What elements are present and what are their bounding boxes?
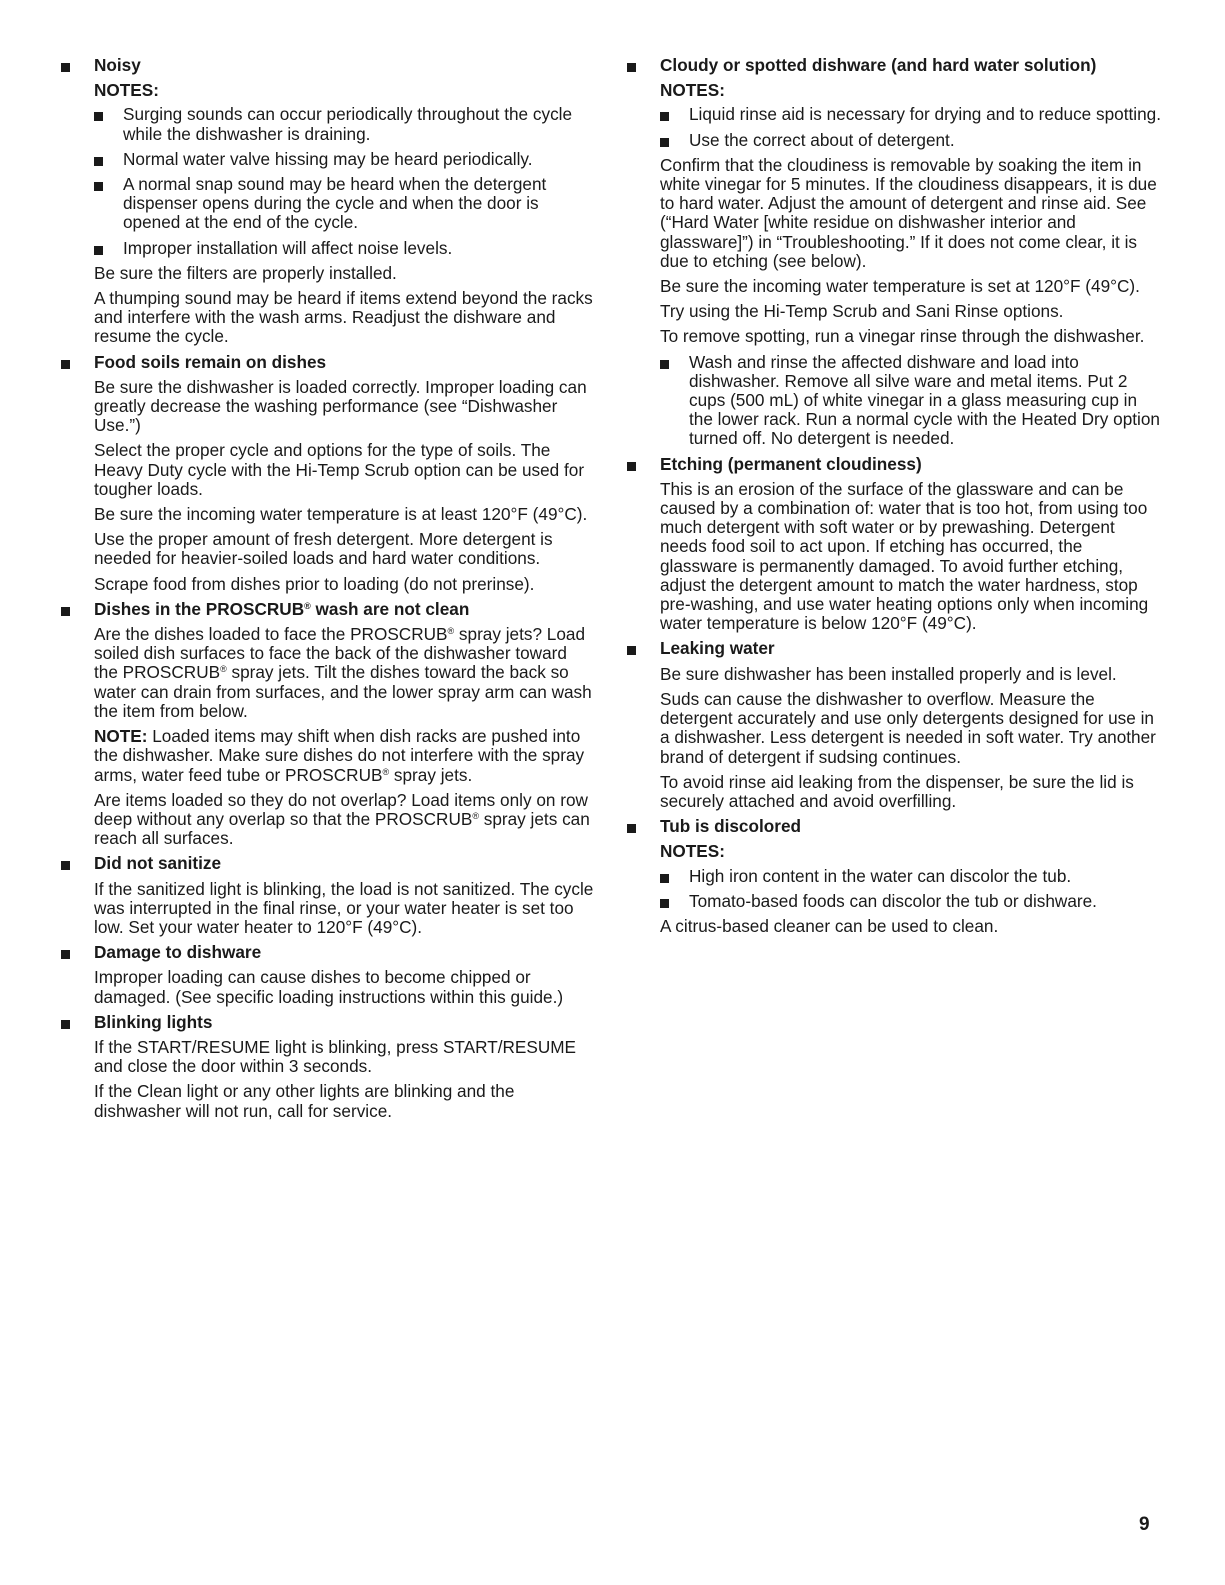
note-item: Improper installation will affect noise levels. [94, 239, 594, 258]
section-heading: Etching (permanent cloudiness) [624, 455, 1162, 474]
section-heading: Dishes in the PROSCRUB® wash are not clean [58, 600, 594, 619]
body-paragraph: If the sanitized light is blinking, the load is not sanitized. The cycle was interrupted in the final rinse, or your water heater is set too low. Set your water heater to 120°F (49°C). [94, 878, 594, 937]
bullet-square-icon [94, 157, 103, 166]
section-heading: Tub is discolored [624, 817, 1162, 836]
body-paragraph: Be sure the incoming water temperature is at least 120°F (49°C). [94, 504, 588, 525]
section-etching [624, 455, 1162, 634]
body-paragraph: Try using the Hi-Temp Scrub and Sani Rinse options. [660, 301, 1064, 322]
section-noisy [58, 56, 594, 347]
body-paragraph: A citrus-based cleaner can be used to clean. [660, 915, 999, 936]
body-paragraph: If the Clean light or any other lights are blinking and the dishwasher will not run, call for service. [94, 1081, 515, 1121]
body-paragraph: Be sure the filters are properly installed. [94, 262, 397, 283]
bullet-square-icon [627, 63, 636, 72]
body-paragraph: Be sure the incoming water temperature is set at 120°F (49°C). [660, 276, 1140, 297]
note-item: Liquid rinse aid is necessary for drying and to reduce spotting. [660, 105, 1162, 124]
body-paragraph: Suds can cause the dishwasher to overflow. Measure the detergent accurately and use only detergents designed for use in a dishwasher. Less detergent is needed in soft water. Try another brand of detergent if sudsing continues. [660, 688, 1156, 767]
note-item: A normal snap sound may be heard when the detergent dispenser opens during the cycle and when the door is opened at the end of the cycle. [94, 175, 594, 233]
note-item: Surging sounds can occur periodically throughout the cycle while the dishwasher is draining. [94, 105, 594, 143]
section-heading: Noisy [58, 56, 594, 75]
section-heading: Food soils remain on dishes [58, 353, 594, 372]
page-number: 9 [1139, 1514, 1150, 1535]
left-column [58, 56, 594, 1127]
section-heading: Did not sanitize [58, 854, 594, 873]
section-cloudy [624, 56, 1162, 449]
bullet-square-icon [660, 112, 669, 121]
note-item: High iron content in the water can discolor the tub. [660, 867, 1162, 886]
bullet-square-icon [627, 824, 636, 833]
bullet-square-icon [660, 138, 669, 147]
section-leaking [624, 639, 1162, 811]
section-heading: Blinking lights [58, 1013, 594, 1032]
note-item: Normal water valve hissing may be heard periodically. [94, 150, 594, 169]
section-sanitize [58, 854, 594, 937]
right-column [624, 56, 1162, 942]
section-heading: Damage to dishware [58, 943, 594, 962]
bullet-square-icon [660, 360, 669, 369]
bullet-square-icon [94, 182, 103, 191]
body-paragraph: Improper loading can cause dishes to become chipped or damaged. (See specific loading instructions within this guide.) [94, 967, 564, 1007]
section-blinking-lights [58, 1013, 594, 1121]
note-paragraph: NOTE: Loaded items may shift when dish racks are pushed into the dishwasher. Make sure dishes do not interfere with the spray arms, water feed tube or PROSCRUB® spray jets. [94, 726, 585, 785]
bullet-square-icon [627, 646, 636, 655]
note-item: Tomato-based foods can discolor the tub or dishware. [660, 892, 1162, 911]
bullet-square-icon [627, 462, 636, 471]
section-damage [58, 943, 594, 1007]
bullet-square-icon [94, 246, 103, 255]
bullet-square-icon [61, 950, 70, 959]
body-paragraph: Scrape food from dishes prior to loading (do not prerinse). [94, 573, 535, 594]
section-heading: Leaking water [624, 639, 1162, 658]
body-paragraph: Are the dishes loaded to face the PROSCRUB® spray jets? Load soiled dish surfaces to face the back of the dishwasher toward the PROSCRUB® spray jets. Tilt the dishes toward the back so water can drain from surfaces, and the lower spray arm can wash the item from below. [94, 624, 592, 721]
bullet-square-icon [61, 360, 70, 369]
body-paragraph: To avoid rinse aid leaking from the dispenser, be sure the lid is securely attached and avoid overfilling. [660, 771, 1134, 811]
bullet-square-icon [61, 1020, 70, 1029]
body-paragraph: Be sure the dishwasher is loaded correctly. Improper loading can greatly decrease the washing performance (see “Dishwasher Use.”) [94, 376, 587, 436]
note-item: Use the correct about of detergent. [660, 131, 1162, 150]
notes-label: NOTES: [660, 841, 725, 862]
body-paragraph: Select the proper cycle and options for the type of soils. The Heavy Duty cycle with the Hi-Temp Scrub option can be used for tougher loads. [94, 440, 585, 499]
section-food-soils [58, 353, 594, 594]
body-paragraph: Are items loaded so they do not overlap? Load items only on row deep without any overlap so that the PROSCRUB® spray jets can reach all surfaces. [94, 789, 590, 849]
body-paragraph: Be sure dishwasher has been installed properly and is level. [660, 663, 1117, 684]
body-paragraph: A thumping sound may be heard if items extend beyond the racks and interfere with the wash arms. Readjust the dishware and resume the cycle. [94, 288, 593, 347]
bullet-square-icon [660, 874, 669, 883]
notes-label: NOTES: [94, 80, 159, 101]
section-tub-discolored [624, 817, 1162, 936]
bullet-square-icon [660, 899, 669, 908]
section-heading: Cloudy or spotted dishware (and hard water solution) [624, 56, 1162, 75]
bullet-square-icon [61, 63, 70, 72]
bullet-square-icon [61, 607, 70, 616]
body-paragraph: To remove spotting, run a vinegar rinse through the dishwasher. [660, 326, 1145, 347]
section-proscrub [58, 600, 594, 848]
body-paragraph: This is an erosion of the surface of the glassware and can be caused by a combination of: water that is too hot, from using too much detergent with soft water or by prewashing. Detergent needs food soil to act upon. If etching has occurred, the glassware is permanently damaged. To avoid further etching, adjust the detergent amount to match the water hardness, stop pre-washing, and use water heating options only when incoming water temperature is below 120°F (49°C). [660, 478, 1149, 634]
bullet-square-icon [61, 861, 70, 870]
bullet-square-icon [94, 112, 103, 121]
notes-label: NOTES: [660, 80, 725, 101]
body-paragraph: Use the proper amount of fresh detergent. More detergent is needed for heavier-soiled loads and hard water conditions. [94, 529, 553, 569]
body-paragraph: If the START/RESUME light is blinking, press START/RESUME and close the door within 3 seconds. [94, 1036, 577, 1077]
step-item: Wash and rinse the affected dishware and load into dishwasher. Remove all silve ware and metal items. Put 2 cups (500 mL) of white vinegar in a glass measuring cup in the lower rack. Run a normal cycle with the Heated Dry option turned off. No detergent is needed. [660, 353, 1162, 449]
body-paragraph: Confirm that the cloudiness is removable by soaking the item in white vinegar for 5 minutes. If the cloudiness disappears, it is due to hard water. Adjust the amount of detergent and rinse aid. See (“Hard Water [white residue on dishwasher interior and glassware]”) in “Troubleshooting.” If it does not come clear, it is due to etching (see below). [660, 154, 1157, 271]
